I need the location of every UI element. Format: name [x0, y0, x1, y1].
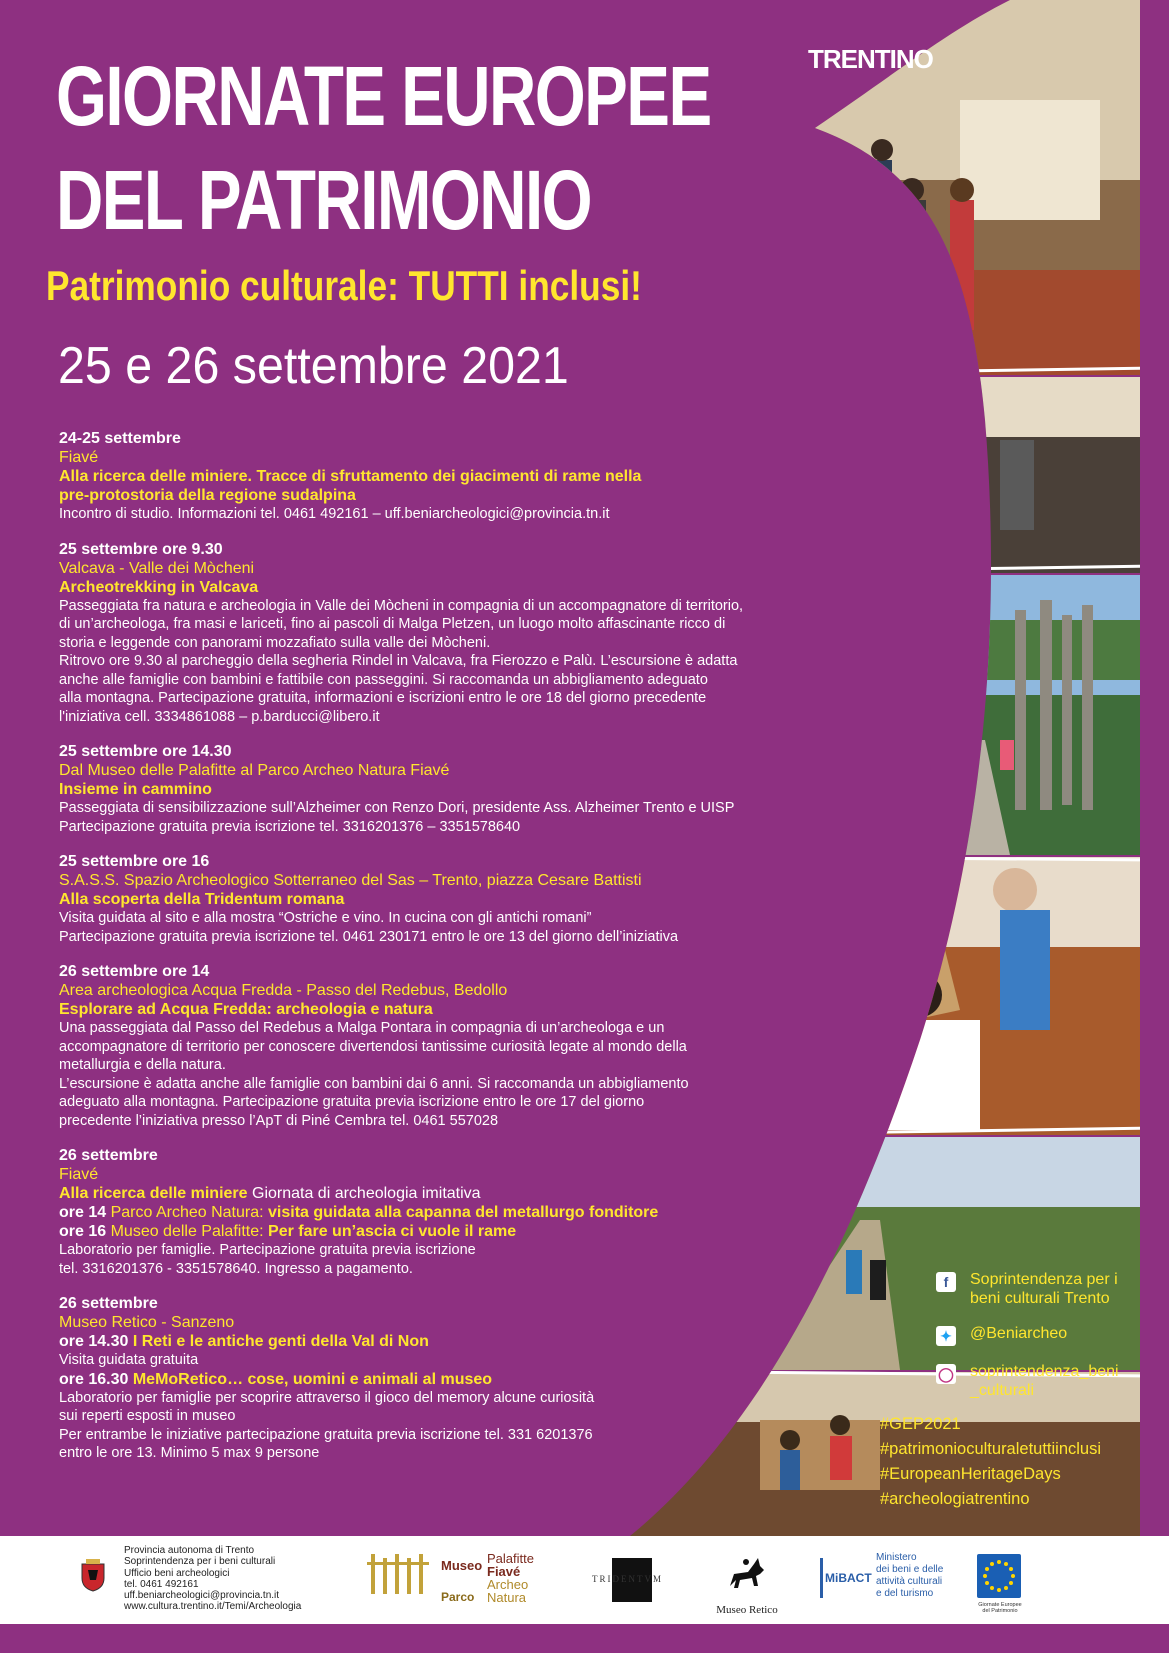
social-facebook[interactable]	[936, 1270, 1136, 1308]
event-title: Alla ricerca delle miniere. Tracce di sfruttamento dei giacimenti di rame nella	[59, 468, 642, 485]
social-label-line: @Beniarcheo	[970, 1325, 1068, 1342]
social-label	[970, 1324, 1067, 1343]
horse-rider-icon	[724, 1556, 770, 1596]
fiave-place: Fiavé	[487, 1564, 521, 1579]
event-place: Fiavé	[59, 449, 99, 466]
hashtags	[880, 1412, 1101, 1512]
event-text: Partecipazione gratuita previa iscrizione tel. 3316201376 – 3351578640	[59, 818, 521, 835]
hashtag[interactable]: #EuropeanHeritageDays	[880, 1465, 1061, 1483]
mibact-line: attività culturali	[876, 1576, 943, 1587]
footer-logos	[0, 1536, 1169, 1624]
event-text: Laboratorio per famiglie. Partecipazione gratuita previa iscrizione	[59, 1242, 476, 1258]
event-text: Visita guidata al sito e alla mostra “Ostriche e vino. In cucina con gli antichi romani”	[59, 910, 592, 926]
tridentum-label: TRIDENTVM	[592, 1574, 663, 1584]
mibact-line: e del turismo	[876, 1588, 934, 1599]
event-item	[59, 1146, 829, 1278]
social-label-line: Soprintendenza per i	[970, 1271, 1118, 1288]
social-label-line: _culturali	[970, 1382, 1035, 1399]
fiave-names	[487, 1552, 534, 1604]
event-line	[59, 1184, 829, 1203]
event-text: Una passeggiata dal Passo del Redebus a Malga Pontara in compagnia di un’archeologa e un	[59, 1020, 665, 1036]
title-line-1: GIORNATE EUROPEE	[56, 49, 711, 143]
event-time: ore 14.30	[59, 1333, 129, 1350]
social-label	[970, 1270, 1118, 1308]
pat-line[interactable]: www.cultura.trentino.it/Temi/Archeologia	[124, 1601, 302, 1613]
event-time: ore 14	[59, 1204, 107, 1221]
pat-info	[124, 1545, 301, 1613]
event-text: anche alle famiglie con bambini e fattibile con passeggini. Si raccomanda un abbigliamento adeguato	[59, 671, 708, 688]
event-text: tel. 3316201376 - 3351578640. Ingresso a pagamento.	[59, 1260, 413, 1277]
event-text: di un’archeologa, fra masi e lariceti, fino ai pascoli di Malga Pletzen, un luogo molto affascinante ricco di	[59, 616, 726, 632]
mibact-line: Ministero	[876, 1552, 917, 1563]
event-item	[59, 540, 829, 727]
program	[59, 429, 829, 1479]
event-text: Passeggiata fra natura e archeologia in Valle dei Mòcheni in compagnia di un accompagnatore di territorio,	[59, 597, 744, 614]
event-date: 25 settembre ore 9.30	[59, 540, 223, 558]
fiave-archeo: Archeo	[487, 1577, 529, 1592]
event-text: precedente l’iniziativa presso l’ApT di Piné Cembra tel. 0461 557028	[59, 1112, 499, 1129]
subtitle: Patrimonio culturale: TUTTI inclusi!	[46, 262, 642, 309]
fiave-natura: Natura	[487, 1590, 527, 1605]
event-item	[59, 429, 829, 524]
event-text: Partecipazione gratuita previa iscrizione tel. 0461 230171 entro le ore 13 del giorno dell’iniziativa	[59, 928, 679, 945]
event-text: Incontro di studio. Informazioni tel. 0461 492161 – uff.beniarcheologici@provincia.tn.it	[59, 506, 610, 522]
eu-stars-icon	[977, 1554, 1021, 1598]
mibact-text	[876, 1552, 943, 1600]
event-text: l'iniziativa cell. 3334861088 – p.barducci@libero.it	[59, 708, 380, 725]
social-label-line: beni culturali Trento	[970, 1290, 1110, 1307]
pat-line: Ufficio beni archeologici	[124, 1567, 230, 1579]
gep-label	[972, 1602, 1028, 1614]
gep-logo	[977, 1554, 1021, 1598]
museo-retico-label: Museo Retico	[716, 1604, 778, 1616]
event-item	[59, 1294, 829, 1463]
fiave-palafitte: Palafitte	[487, 1551, 534, 1566]
event-text: sui reperti esposti in museo	[59, 1408, 236, 1424]
facebook-icon: f	[936, 1272, 956, 1292]
event-date: 25 settembre ore 16	[59, 853, 210, 870]
hashtag[interactable]: #patrimonioculturaletuttiinclusi	[880, 1440, 1102, 1458]
event-line	[59, 1332, 829, 1351]
event-item	[59, 852, 829, 946]
event-place: S.A.S.S. Spazio Archeologico Sotterraneo del Sas – Trento, piazza Cesare Battisti	[59, 872, 642, 889]
title-line-2: DEL PATRIMONIO	[56, 153, 592, 247]
event-title: Esplorare ad Acqua Fredda: archeologia e natura	[59, 1001, 433, 1018]
event-text: entro le ore 13. Minimo 5 max 9 persone	[59, 1445, 320, 1461]
pat-line: tel. 0461 492161	[124, 1578, 199, 1590]
event-subtitle: Giornata di archeologia imitativa	[247, 1185, 481, 1202]
pat-line[interactable]: uff.beniarcheologici@provincia.tn.it	[124, 1590, 280, 1602]
event-time: ore 16.30	[59, 1370, 129, 1388]
event-text: metallurgia e della natura.	[59, 1057, 226, 1073]
event-line	[59, 1222, 829, 1241]
event-date: 25 settembre ore 14.30	[59, 743, 232, 760]
social-instagram[interactable]	[936, 1362, 1136, 1400]
pat-line: Provincia autonoma di Trento	[124, 1545, 255, 1556]
event-text: Visita guidata gratuita	[59, 1352, 199, 1368]
gep-line: del Patrimonio	[982, 1608, 1018, 1614]
event-line	[59, 1370, 829, 1389]
event-text: alla montagna. Partecipazione gratuita, informazioni e iscrizioni entro le ore 18 del giorno precedente	[59, 690, 707, 706]
event-date: 26 settembre	[59, 1295, 158, 1312]
event-title: Archeotrekking in Valcava	[59, 578, 259, 596]
event-text: Per entrambe le iniziative partecipazione gratuita previa iscrizione tel. 331 6201376	[59, 1426, 593, 1443]
event-place: Valcava - Valle dei Mòcheni	[59, 559, 255, 577]
social-links	[936, 1270, 1136, 1416]
trentino-logo: TRENTINO	[808, 44, 933, 74]
event-place: Museo delle Palafitte:	[106, 1223, 269, 1240]
bottom-bar	[0, 1624, 1169, 1653]
instagram-icon: ◯	[936, 1364, 956, 1384]
event-date: 24-25 settembre	[59, 430, 181, 447]
fiave-parco: Parco	[441, 1590, 475, 1604]
event-line	[59, 1203, 829, 1222]
event-title: pre-protostoria della regione sudalpina	[59, 487, 356, 504]
event-text: Laboratorio per famiglie per scoprire attraverso il gioco del memory alcune curiosità	[59, 1389, 595, 1406]
social-twitter[interactable]	[936, 1324, 1136, 1346]
event-title: Alla ricerca delle miniere	[59, 1185, 248, 1202]
event-title: Insieme in cammino	[59, 781, 212, 798]
event-text: adeguato alla montagna. Partecipazione gratuita previa iscrizione entro le ore 17 del giorno	[59, 1094, 645, 1110]
pat-line: Soprintendenza per i beni culturali	[124, 1556, 276, 1568]
social-label-line: soprintendenza_beni	[970, 1363, 1119, 1380]
fiave-logo	[365, 1544, 545, 1614]
event-text: Passeggiata di sensibilizzazione sull’Alzheimer con Renzo Dori, presidente Ass. Alzheimer Trento e UISP	[59, 800, 735, 816]
event-text: L’escursione è adatta anche alle famiglie con bambini dai 6 anni. Si raccomanda un abbigliamento	[59, 1075, 689, 1092]
social-label	[970, 1362, 1119, 1400]
event-date: 26 settembre	[59, 1147, 158, 1164]
coat-of-arms-icon	[80, 1558, 106, 1592]
event-title: Alla scoperta della Tridentum romana	[59, 891, 345, 908]
event-text: Ritrovo ore 9.30 al parcheggio della segheria Rindel in Valcava, fra Fierozzo e Palù. L’escursione è adatta	[59, 653, 738, 669]
hashtag[interactable]: #GEP2021	[880, 1415, 961, 1433]
twitter-icon: ✦	[936, 1326, 956, 1346]
event-title: Per fare un’ascia ci vuole il rame	[268, 1223, 517, 1240]
event-date: 26 settembre ore 14	[59, 963, 210, 980]
event-place: Dal Museo delle Palafitte al Parco Archeo Natura Fiavé	[59, 762, 450, 779]
event-item	[59, 962, 829, 1130]
event-dates: 25 e 26 settembre 2021	[58, 337, 569, 395]
museo-retico-logo	[712, 1556, 782, 1616]
event-text: storia e leggende con panorami mozzafiato sulla valle dei Mòcheni.	[59, 634, 491, 651]
event-title: MeMoRetico… cose, uomini e animali al museo	[128, 1370, 493, 1388]
hashtag[interactable]: #archeologiatrentino	[880, 1490, 1030, 1508]
fiave-museo: Museo	[441, 1558, 483, 1573]
event-place: Parco Archeo Natura:	[106, 1204, 268, 1221]
palafitte-icon	[365, 1554, 433, 1594]
event-place: Area archeologica Acqua Fredda - Passo del Redebus, Bedollo	[59, 982, 508, 999]
event-place: Museo Retico - Sanzeno	[59, 1314, 235, 1331]
mibact-line: dei beni e delle	[876, 1564, 944, 1575]
gep-line: Giornate Europee	[978, 1602, 1022, 1608]
event-item	[59, 742, 829, 836]
event-text: accompagnatore di territorio per conoscere divertendosi tantissime curiosità legate al mondo della	[59, 1038, 687, 1055]
mibact-mark: MiBACT	[820, 1558, 873, 1598]
event-time: ore 16	[59, 1223, 107, 1240]
page-title	[56, 44, 711, 252]
event-place: Fiavé	[59, 1166, 99, 1183]
event-title: visita guidata alla capanna del metallurgo fonditore	[268, 1204, 659, 1221]
event-title: I Reti e le antiche genti della Val di Non	[128, 1333, 429, 1350]
